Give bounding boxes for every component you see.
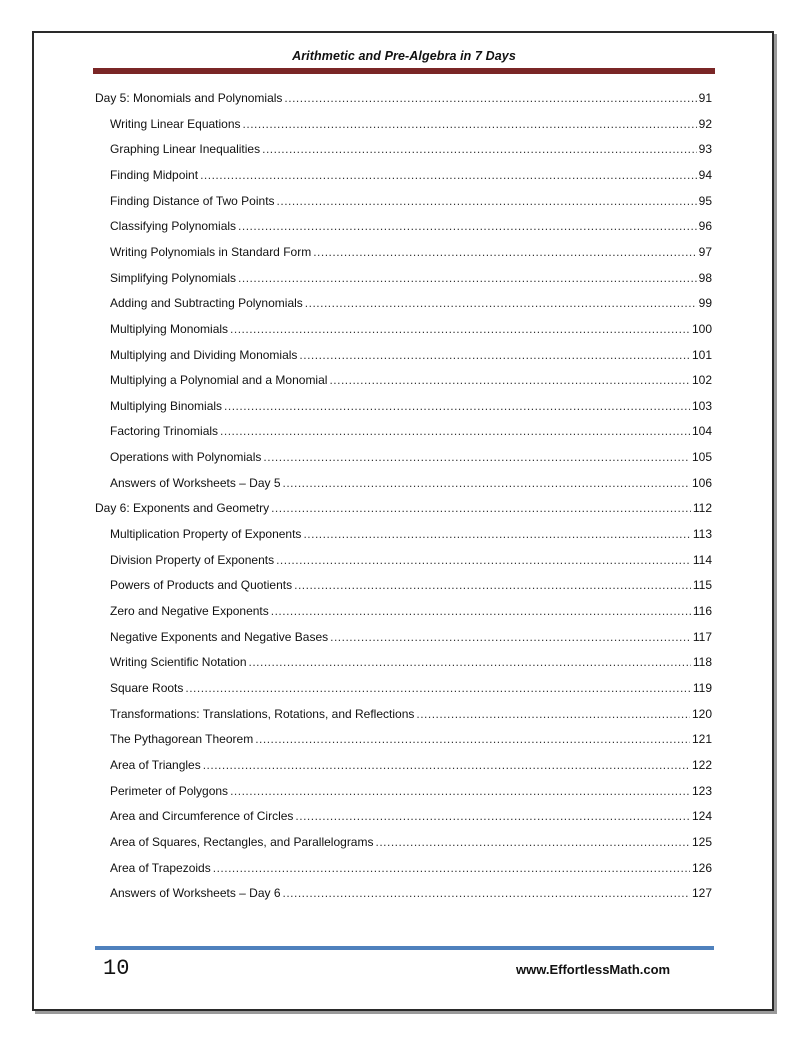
- toc-dot-leader: [220, 424, 690, 438]
- toc-entry-page: 105: [691, 450, 712, 465]
- toc-dot-leader: [294, 578, 691, 592]
- toc-entry-title: Writing Polynomials in Standard Form: [110, 244, 312, 259]
- toc-entry[interactable]: [95, 142, 712, 162]
- toc-entry[interactable]: [95, 835, 712, 855]
- toc-entry[interactable]: [95, 399, 712, 419]
- toc-entry-title: Multiplying Binomials: [110, 398, 223, 413]
- toc-entry-page: 101: [691, 347, 712, 362]
- toc-entry-title: Finding Distance of Two Points: [110, 193, 275, 208]
- toc-entry[interactable]: [95, 450, 712, 470]
- toc-entry-title: Simplifying Polynomials: [110, 270, 237, 285]
- toc-entry-title: Multiplying Monomials: [110, 321, 229, 336]
- toc-entry-page: 91: [698, 91, 712, 105]
- toc-dot-leader: [283, 476, 690, 490]
- toc-entry-title: Writing Linear Equations: [110, 116, 241, 131]
- toc-entry[interactable]: [95, 681, 712, 701]
- toc-entry-title: Classifying Polynomials: [110, 219, 237, 234]
- toc-entry-title: Graphing Linear Inequalities: [110, 142, 261, 157]
- toc-entry-title: The Pythagorean Theorem: [110, 732, 254, 747]
- toc-entry-title: Writing Scientific Notation: [110, 655, 247, 670]
- toc-entry-title: Powers of Products and Quotients: [110, 578, 293, 593]
- toc-entry-page: 103: [691, 398, 712, 413]
- toc-dot-leader: [276, 553, 691, 567]
- toc-dot-leader: [330, 630, 691, 644]
- toc-entry-title: Zero and Negative Exponents: [110, 604, 269, 618]
- toc-dot-leader: [329, 373, 690, 387]
- toc-entry[interactable]: [95, 219, 712, 239]
- toc-entry-title: Operations with Polynomials: [110, 450, 262, 465]
- toc-entry-page: 116: [692, 604, 712, 618]
- toc-entry[interactable]: [95, 194, 712, 214]
- toc-entry-title: Area of Triangles: [110, 757, 201, 772]
- toc-entry-page: 126: [691, 860, 712, 875]
- toc-entry[interactable]: [95, 322, 712, 342]
- toc-entry-page: 94: [698, 167, 712, 182]
- toc-entry[interactable]: [95, 117, 712, 137]
- toc-entry-title: Multiplying a Polynomial and a Monomial: [110, 373, 328, 388]
- toc-dot-leader: [277, 194, 697, 208]
- toc-dot-leader: [284, 91, 696, 105]
- toc-entry-title: Factoring Trinomials: [110, 424, 219, 439]
- toc-entry[interactable]: [95, 758, 712, 778]
- toc-dot-leader: [416, 707, 690, 721]
- toc-entry[interactable]: [95, 604, 712, 624]
- toc-entry-title: Finding Midpoint: [110, 167, 199, 182]
- toc-entry-title: Multiplication Property of Exponents: [110, 527, 302, 542]
- toc-entry[interactable]: [95, 476, 712, 496]
- toc-entry[interactable]: [95, 707, 712, 727]
- toc-entry-page: 93: [698, 142, 712, 157]
- toc-dot-leader: [271, 501, 691, 515]
- toc-entry-title: Square Roots: [110, 680, 184, 695]
- toc-chapter-entry[interactable]: [95, 501, 712, 521]
- toc-dot-leader: [255, 732, 690, 746]
- toc-entry-page: 100: [691, 321, 712, 336]
- toc-entry[interactable]: [95, 732, 712, 752]
- toc-entry-page: 112: [692, 501, 712, 516]
- toc-dot-leader: [313, 245, 696, 259]
- toc-entry-title: Adding and Subtracting Polynomials: [110, 296, 303, 311]
- toc-entry-page: 96: [698, 219, 712, 234]
- toc-entry-title: Day 6: Exponents and Geometry: [95, 501, 270, 516]
- toc-entry-page: 115: [692, 578, 712, 593]
- website-url: www.EffortlessMath.com: [516, 962, 671, 977]
- toc-entry[interactable]: [95, 809, 712, 829]
- toc-entry-page: 120: [691, 706, 712, 721]
- toc-dot-leader: [243, 117, 697, 131]
- toc-dot-leader: [185, 681, 690, 695]
- toc-entry-page: 121: [691, 732, 712, 747]
- toc-entry[interactable]: [95, 553, 712, 573]
- toc-dot-leader: [271, 604, 691, 618]
- toc-dot-leader: [305, 296, 697, 310]
- toc-dot-leader: [224, 399, 690, 413]
- toc-dot-leader: [303, 527, 690, 541]
- toc-entry[interactable]: [95, 861, 712, 881]
- toc-entry[interactable]: [95, 348, 712, 368]
- toc-chapter-entry[interactable]: [95, 91, 712, 111]
- toc-dot-leader: [238, 219, 697, 233]
- toc-dot-leader: [203, 758, 690, 772]
- toc-entry[interactable]: [95, 630, 712, 650]
- toc-entry[interactable]: [95, 373, 712, 393]
- toc-entry-page: 99: [698, 296, 712, 311]
- toc-dot-leader: [263, 450, 690, 464]
- toc-dot-leader: [213, 861, 690, 875]
- toc-entry-title: Answers of Worksheets – Day 5: [110, 475, 281, 490]
- toc-entry-title: Area and Circumference of Circles: [110, 809, 294, 824]
- toc-entry[interactable]: [95, 245, 712, 265]
- toc-entry-page: 118: [692, 655, 712, 670]
- toc-dot-leader: [295, 809, 690, 823]
- toc-entry-page: 113: [692, 527, 712, 542]
- toc-entry-page: 98: [698, 270, 712, 285]
- toc-entry-title: Area of Trapezoids: [110, 860, 211, 875]
- page-number: 10: [103, 956, 130, 981]
- toc-entry-page: 127: [691, 886, 712, 901]
- toc-entry[interactable]: [95, 296, 712, 316]
- toc-dot-leader: [230, 784, 690, 798]
- toc-entry-title: Division Property of Exponents: [110, 552, 275, 567]
- toc-dot-leader: [249, 655, 691, 669]
- toc-entry-page: 106: [691, 475, 712, 490]
- toc-entry[interactable]: [95, 527, 712, 547]
- toc-entry-page: 92: [698, 116, 712, 131]
- toc-entry-page: 125: [691, 834, 712, 849]
- toc-dot-leader: [262, 142, 697, 156]
- toc-entry-page: 104: [691, 424, 712, 439]
- toc-entry-page: 123: [691, 783, 712, 798]
- toc-entry-page: 114: [692, 552, 712, 567]
- toc-dot-leader: [200, 168, 697, 182]
- toc-entry-title: Transformations: Translations, Rotations, and Reflections: [110, 706, 415, 721]
- toc-dot-leader: [238, 271, 697, 285]
- toc-entry-page: 95: [698, 193, 712, 208]
- toc-dot-leader: [299, 348, 690, 362]
- footer-rule: [95, 946, 714, 950]
- toc-entry[interactable]: [95, 168, 712, 188]
- toc-dot-leader: [375, 835, 689, 849]
- toc-entry-page: 97: [698, 244, 712, 259]
- toc-entry-page: 124: [691, 809, 712, 824]
- header-rule: [93, 68, 715, 74]
- toc-entry-title: Perimeter of Polygons: [110, 783, 229, 798]
- toc-entry-page: 117: [692, 629, 712, 644]
- toc-dot-leader: [230, 322, 690, 336]
- toc-entry-title: Multiplying and Dividing Monomials: [110, 347, 298, 362]
- toc-entry-page: 122: [691, 757, 712, 772]
- toc-entry[interactable]: [95, 784, 712, 804]
- toc-entry[interactable]: [95, 655, 712, 675]
- toc-entry-title: Area of Squares, Rectangles, and Parallelograms: [110, 834, 374, 849]
- toc-dot-leader: [283, 886, 690, 900]
- toc-entry[interactable]: [95, 578, 712, 598]
- toc-entry-page: 119: [692, 680, 712, 695]
- toc-entry-page: 102: [691, 373, 712, 388]
- toc-entry[interactable]: [95, 271, 712, 291]
- toc-entry-title: Answers of Worksheets – Day 6: [110, 886, 281, 901]
- toc-entry-title: Day 5: Monomials and Polynomials: [95, 91, 283, 105]
- toc-entry[interactable]: [95, 424, 712, 444]
- toc-entry-title: Negative Exponents and Negative Bases: [110, 629, 329, 644]
- running-header-title: Arithmetic and Pre-Algebra in 7 Days: [292, 49, 516, 63]
- toc-entry[interactable]: [95, 886, 712, 906]
